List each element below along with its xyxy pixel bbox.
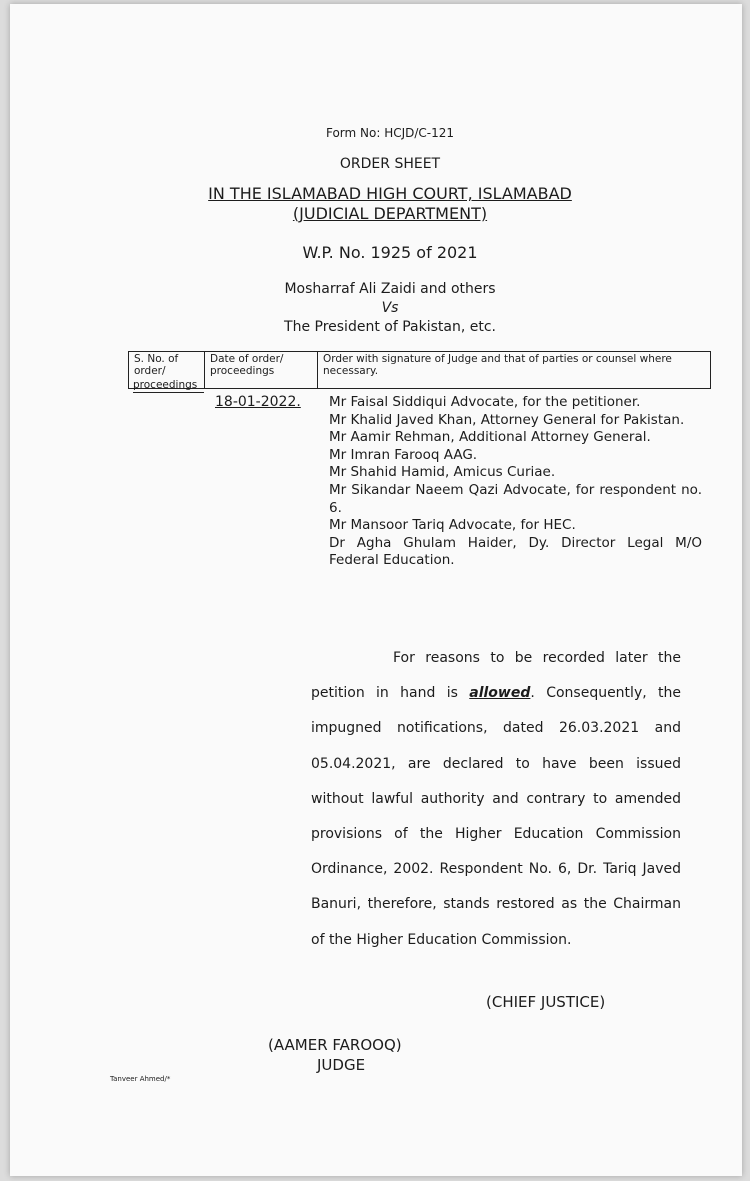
clerk-initials: Tanveer Ahmed/* [110, 1075, 171, 1083]
court-name: IN THE ISLAMABAD HIGH COURT, ISLAMABAD [208, 184, 572, 203]
date-header-line1: Date of order/ [210, 353, 284, 365]
document-page [10, 4, 742, 1176]
judge-name: (AAMER FAROOQ) [268, 1036, 402, 1054]
case-number: W.P. No. 1925 of 2021 [302, 243, 478, 262]
versus-label: Vs [381, 300, 399, 316]
appearance-item: Dr Agha Ghulam Haider, Dy. Director Legal M/O Federal Education. [329, 534, 702, 569]
appearance-item: Mr Sikandar Naeem Qazi Advocate, for respondent no. 6. [329, 481, 702, 516]
appearance-item: Mr Mansoor Tariq Advocate, for HEC. [329, 517, 576, 534]
appearance-item: Mr Shahid Hamid, Amicus Curiae. [329, 464, 556, 481]
order-sheet-title: ORDER SHEET [339, 156, 441, 172]
respondent-name: The President of Pakistan, etc. [284, 319, 496, 335]
appearance-item: Mr Khalid Javed Khan, Attorney General for Pakistan. [329, 411, 685, 428]
order-date: 18-01-2022. [215, 394, 301, 410]
appearances-list [329, 394, 702, 570]
chief-justice-signature: (CHIEF JUSTICE) [486, 993, 606, 1011]
petitioner-name: Mosharraf Ali Zaidi and others [284, 281, 496, 297]
order-header-table [128, 351, 711, 389]
department-name: (JUDICIAL DEPARTMENT) [292, 204, 488, 223]
serial-header-line2: order/ [134, 365, 166, 377]
serial-header-line1: S. No. of [134, 353, 179, 365]
form-number: Form No: HCJD/C-121 [325, 126, 455, 140]
serial-header-line3: proceedings [133, 379, 204, 393]
order-text-after: . Consequently, the impugned notifications, dated 26.03.2021 and 05.04.2021, are declared to have been issued without lawful authority and contrary to amended provisions of the Higher Education Commission Ordinance, 2002. Respondent No. 6, Dr. Tariq Javed Banuri, therefore, stands restored as the Chairman of the Higher Education Commission. [311, 685, 682, 948]
date-header [205, 352, 318, 389]
appearance-item: Mr Imran Farooq AAG. [329, 446, 478, 463]
order-text-emphasis: allowed [469, 685, 531, 702]
appearance-item: Mr Faisal Siddiqui Advocate, for the petitioner. [329, 394, 641, 410]
order-header: Order with signature of Judge and that of parties or counsel where necessary. [318, 352, 711, 389]
date-header-line2: proceedings [210, 365, 275, 377]
order-body [311, 641, 681, 958]
judge-title: JUDGE [317, 1056, 366, 1074]
order-text-before: For reasons to be recorded later the petition in hand is [311, 650, 681, 702]
appearance-item: Mr Aamir Rehman, Additional Attorney General. [329, 429, 651, 446]
